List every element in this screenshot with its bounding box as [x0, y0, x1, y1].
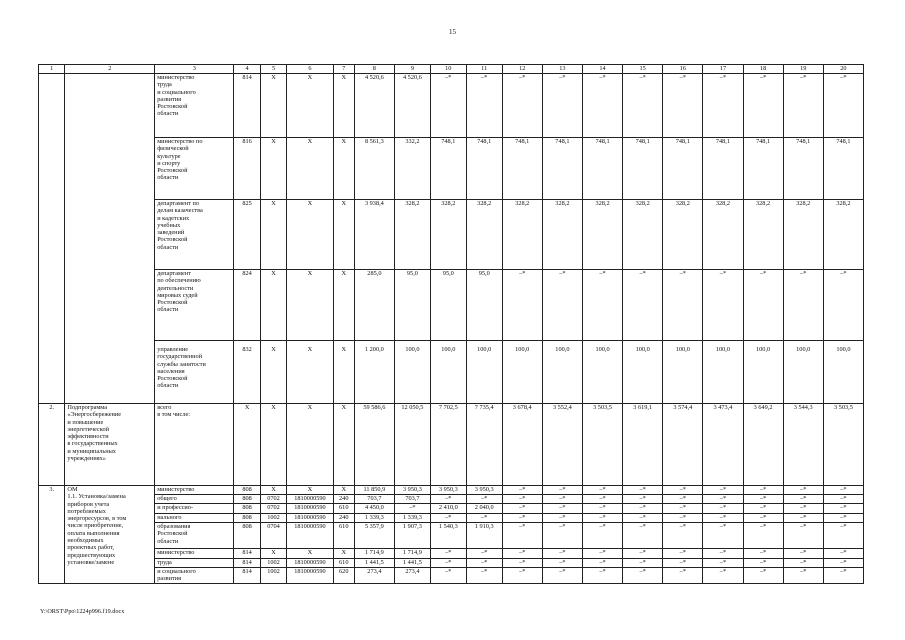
- header-cell: 11: [466, 65, 502, 74]
- header-cell: 8: [354, 65, 394, 74]
- value-cell: Х: [333, 549, 354, 559]
- table-row: [39, 549, 864, 559]
- value-cell: 100,0: [502, 341, 542, 404]
- value-cell: –*: [703, 559, 743, 568]
- value-cell: 100,0: [430, 341, 466, 404]
- value-cell: –*: [502, 549, 542, 559]
- value-cell: 814: [234, 559, 260, 568]
- page-number: 15: [449, 28, 456, 36]
- value-cell: 328,2: [582, 200, 622, 270]
- value-cell: 832: [234, 341, 260, 404]
- value-cell: 814: [234, 74, 260, 138]
- value-cell: 273,4: [394, 568, 430, 584]
- value-cell: –*: [663, 495, 703, 504]
- value-cell: 3 544,3: [783, 404, 823, 486]
- value-cell: 610: [333, 504, 354, 514]
- value-cell: 328,2: [394, 200, 430, 270]
- value-cell: –*: [542, 74, 582, 138]
- value-cell: 0702: [260, 495, 286, 504]
- value-cell: –*: [743, 74, 783, 138]
- header-cell: 2: [65, 65, 155, 74]
- value-cell: –*: [823, 559, 863, 568]
- value-cell: 824: [234, 270, 260, 341]
- value-cell: –*: [430, 568, 466, 584]
- executor-cell: департамент по обеспечению деятельности мировых судей Ростовской области: [155, 270, 234, 341]
- value-cell: –*: [703, 74, 743, 138]
- value-cell: –*: [743, 523, 783, 549]
- table-row: [39, 559, 864, 568]
- table-row: [39, 200, 864, 270]
- value-cell: 3 649,2: [743, 404, 783, 486]
- value-cell: –*: [663, 568, 703, 584]
- value-cell: –*: [623, 504, 663, 514]
- header-cell: 9: [394, 65, 430, 74]
- value-cell: –*: [623, 486, 663, 495]
- value-cell: 1 714,9: [394, 549, 430, 559]
- value-cell: –*: [582, 568, 622, 584]
- value-cell: –*: [783, 74, 823, 138]
- value-cell: 1 339,3: [394, 514, 430, 523]
- value-cell: 1 200,0: [354, 341, 394, 404]
- program-name: [65, 74, 155, 404]
- executor-cell: всего в том числе:: [155, 404, 234, 486]
- value-cell: 328,2: [783, 200, 823, 270]
- value-cell: 1 907,3: [394, 523, 430, 549]
- value-cell: –*: [430, 74, 466, 138]
- value-cell: –*: [783, 523, 823, 549]
- row-number: 2.: [39, 404, 65, 486]
- value-cell: Х: [287, 138, 333, 200]
- value-cell: 3 950,3: [466, 486, 502, 495]
- value-cell: –*: [703, 514, 743, 523]
- value-cell: 100,0: [623, 341, 663, 404]
- value-cell: 748,1: [502, 138, 542, 200]
- value-cell: Х: [260, 74, 286, 138]
- value-cell: 328,2: [743, 200, 783, 270]
- value-cell: 1 714,9: [354, 549, 394, 559]
- value-cell: –*: [466, 74, 502, 138]
- executor-cell: образования Ростовской области: [155, 523, 234, 549]
- value-cell: –*: [823, 486, 863, 495]
- value-cell: 703,7: [354, 495, 394, 504]
- value-cell: 8 561,3: [354, 138, 394, 200]
- value-cell: Х: [287, 270, 333, 341]
- value-cell: Х: [260, 486, 286, 495]
- header-cell: 15: [623, 65, 663, 74]
- table-row: [39, 495, 864, 504]
- value-cell: –*: [542, 486, 582, 495]
- value-cell: –*: [703, 270, 743, 341]
- value-cell: –*: [663, 504, 703, 514]
- value-cell: –*: [703, 504, 743, 514]
- value-cell: 328,2: [663, 200, 703, 270]
- header-cell: 5: [260, 65, 286, 74]
- table-row: [39, 514, 864, 523]
- value-cell: –*: [743, 504, 783, 514]
- value-cell: 328,2: [502, 200, 542, 270]
- value-cell: 3 938,4: [354, 200, 394, 270]
- value-cell: –*: [703, 486, 743, 495]
- executor-cell: общего: [155, 495, 234, 504]
- value-cell: –*: [582, 504, 622, 514]
- value-cell: Х: [260, 404, 286, 486]
- value-cell: 5 357,9: [354, 523, 394, 549]
- value-cell: –*: [743, 549, 783, 559]
- value-cell: Х: [287, 549, 333, 559]
- value-cell: 1002: [260, 568, 286, 584]
- value-cell: –*: [623, 523, 663, 549]
- value-cell: 11 850,9: [354, 486, 394, 495]
- value-cell: 1 441,5: [354, 559, 394, 568]
- value-cell: 12 050,5: [394, 404, 430, 486]
- value-cell: –*: [663, 486, 703, 495]
- value-cell: 3 950,3: [394, 486, 430, 495]
- value-cell: 332,2: [394, 138, 430, 200]
- value-cell: 100,0: [703, 341, 743, 404]
- value-cell: 748,1: [743, 138, 783, 200]
- value-cell: –*: [823, 504, 863, 514]
- value-cell: 285,0: [354, 270, 394, 341]
- value-cell: 748,1: [703, 138, 743, 200]
- value-cell: 748,1: [623, 138, 663, 200]
- value-cell: Х: [287, 486, 333, 495]
- value-cell: 2 410,0: [430, 504, 466, 514]
- header-cell: 1: [39, 65, 65, 74]
- table-body: [39, 65, 864, 584]
- table-row: [39, 568, 864, 584]
- value-cell: 814: [234, 568, 260, 584]
- value-cell: –*: [623, 549, 663, 559]
- header-cell: 4: [234, 65, 260, 74]
- header-row: [39, 65, 864, 74]
- value-cell: 610: [333, 523, 354, 549]
- value-cell: Х: [333, 270, 354, 341]
- program-name: ОМ 1.1. Установка/замена приборов учета потребляемых энергоресурсов, в том числе приобретение, оплата выполнения необходимых проектных работ, предшествующих установке/замене: [65, 486, 155, 584]
- value-cell: 1002: [260, 559, 286, 568]
- value-cell: –*: [663, 549, 703, 559]
- value-cell: –*: [582, 270, 622, 341]
- value-cell: –*: [466, 559, 502, 568]
- value-cell: –*: [542, 504, 582, 514]
- header-cell: 18: [743, 65, 783, 74]
- value-cell: –*: [502, 559, 542, 568]
- row-number: 3.: [39, 486, 65, 584]
- header-cell: 10: [430, 65, 466, 74]
- value-cell: –*: [582, 514, 622, 523]
- header-cell: 12: [502, 65, 542, 74]
- value-cell: –*: [623, 74, 663, 138]
- value-cell: 1810000590: [287, 514, 333, 523]
- value-cell: 748,1: [783, 138, 823, 200]
- value-cell: Х: [287, 341, 333, 404]
- header-cell: 6: [287, 65, 333, 74]
- value-cell: 100,0: [663, 341, 703, 404]
- value-cell: –*: [823, 270, 863, 341]
- value-cell: –*: [502, 514, 542, 523]
- value-cell: Х: [333, 341, 354, 404]
- value-cell: 7 702,5: [430, 404, 466, 486]
- value-cell: –*: [783, 549, 823, 559]
- value-cell: 620: [333, 568, 354, 584]
- value-cell: 7 735,4: [466, 404, 502, 486]
- value-cell: –*: [430, 549, 466, 559]
- executor-cell: министерство труда и социального развития Ростовской области: [155, 74, 234, 138]
- program-name: Подпрограмма «Энергосбережение и повышение энергетической эффективности в государственных и муниципальных учреждениях»: [65, 404, 155, 486]
- value-cell: 1 540,3: [430, 523, 466, 549]
- value-cell: 4 520,6: [354, 74, 394, 138]
- value-cell: 748,1: [823, 138, 863, 200]
- file-path: Y:\ORST\Ppo\1224p996.f19.docx: [40, 608, 125, 615]
- value-cell: –*: [502, 74, 542, 138]
- value-cell: 328,2: [823, 200, 863, 270]
- value-cell: –*: [823, 523, 863, 549]
- value-cell: 3 503,5: [582, 404, 622, 486]
- program-table: [38, 64, 864, 584]
- value-cell: 100,0: [783, 341, 823, 404]
- table-row: [39, 486, 864, 495]
- value-cell: –*: [743, 486, 783, 495]
- header-cell: 16: [663, 65, 703, 74]
- value-cell: –*: [783, 559, 823, 568]
- executor-cell: департамент по делам казачества и кадетских учебных заведений Ростовской области: [155, 200, 234, 270]
- value-cell: 100,0: [394, 341, 430, 404]
- value-cell: –*: [542, 270, 582, 341]
- value-cell: 808: [234, 486, 260, 495]
- header-cell: 19: [783, 65, 823, 74]
- value-cell: –*: [663, 559, 703, 568]
- value-cell: –*: [502, 568, 542, 584]
- value-cell: 240: [333, 514, 354, 523]
- value-cell: 825: [234, 200, 260, 270]
- value-cell: 748,1: [663, 138, 703, 200]
- value-cell: Х: [260, 270, 286, 341]
- value-cell: –*: [743, 514, 783, 523]
- value-cell: 3 950,3: [430, 486, 466, 495]
- value-cell: 273,4: [354, 568, 394, 584]
- header-cell: 3: [155, 65, 234, 74]
- value-cell: –*: [466, 549, 502, 559]
- value-cell: –*: [823, 495, 863, 504]
- value-cell: 0702: [260, 504, 286, 514]
- value-cell: 4 520,6: [394, 74, 430, 138]
- value-cell: 610: [333, 559, 354, 568]
- value-cell: –*: [823, 514, 863, 523]
- value-cell: 1810000590: [287, 504, 333, 514]
- value-cell: –*: [542, 523, 582, 549]
- value-cell: –*: [542, 568, 582, 584]
- value-cell: –*: [582, 559, 622, 568]
- value-cell: 816: [234, 138, 260, 200]
- value-cell: 3 619,1: [623, 404, 663, 486]
- value-cell: –*: [783, 504, 823, 514]
- value-cell: –*: [743, 495, 783, 504]
- value-cell: –*: [466, 568, 502, 584]
- table-row: [39, 523, 864, 549]
- table-row: [39, 138, 864, 200]
- value-cell: 328,2: [623, 200, 663, 270]
- value-cell: 1 910,3: [466, 523, 502, 549]
- value-cell: –*: [743, 270, 783, 341]
- value-cell: –*: [663, 74, 703, 138]
- value-cell: –*: [783, 486, 823, 495]
- value-cell: –*: [502, 270, 542, 341]
- value-cell: 3 552,4: [542, 404, 582, 486]
- value-cell: –*: [582, 549, 622, 559]
- table-row: [39, 341, 864, 404]
- value-cell: –*: [783, 514, 823, 523]
- executor-cell: и социального развития: [155, 568, 234, 584]
- value-cell: 1810000590: [287, 568, 333, 584]
- value-cell: –*: [663, 514, 703, 523]
- value-cell: 328,2: [466, 200, 502, 270]
- executor-cell: и профессио-: [155, 504, 234, 514]
- value-cell: –*: [542, 559, 582, 568]
- value-cell: 748,1: [430, 138, 466, 200]
- value-cell: –*: [582, 74, 622, 138]
- value-cell: 328,2: [703, 200, 743, 270]
- value-cell: 748,1: [582, 138, 622, 200]
- value-cell: –*: [623, 559, 663, 568]
- value-cell: Х: [260, 549, 286, 559]
- value-cell: 1810000590: [287, 559, 333, 568]
- value-cell: –*: [466, 514, 502, 523]
- value-cell: –*: [743, 559, 783, 568]
- value-cell: –*: [542, 514, 582, 523]
- value-cell: –*: [823, 74, 863, 138]
- value-cell: 95,0: [430, 270, 466, 341]
- header-cell: 17: [703, 65, 743, 74]
- value-cell: Х: [333, 74, 354, 138]
- value-cell: –*: [430, 495, 466, 504]
- value-cell: –*: [394, 504, 430, 514]
- value-cell: 328,2: [430, 200, 466, 270]
- value-cell: 814: [234, 549, 260, 559]
- value-cell: 100,0: [743, 341, 783, 404]
- value-cell: –*: [623, 270, 663, 341]
- value-cell: Х: [333, 404, 354, 486]
- row-number: [39, 74, 65, 404]
- value-cell: 100,0: [823, 341, 863, 404]
- value-cell: Х: [333, 138, 354, 200]
- value-cell: Х: [287, 404, 333, 486]
- value-cell: 1 441,5: [394, 559, 430, 568]
- value-cell: Х: [287, 200, 333, 270]
- value-cell: 808: [234, 514, 260, 523]
- value-cell: –*: [542, 495, 582, 504]
- value-cell: 703,7: [394, 495, 430, 504]
- value-cell: 95,0: [394, 270, 430, 341]
- value-cell: –*: [623, 495, 663, 504]
- table-row: [39, 74, 864, 138]
- table-row: [39, 404, 864, 486]
- table-row: [39, 270, 864, 341]
- value-cell: 808: [234, 495, 260, 504]
- value-cell: 0704: [260, 523, 286, 549]
- value-cell: –*: [703, 523, 743, 549]
- value-cell: –*: [823, 568, 863, 584]
- value-cell: 3 678,4: [502, 404, 542, 486]
- value-cell: 1 339,3: [354, 514, 394, 523]
- executor-cell: управление государственной службы занятости населения Ростовской области: [155, 341, 234, 404]
- value-cell: –*: [703, 495, 743, 504]
- value-cell: 2 040,0: [466, 504, 502, 514]
- value-cell: 1002: [260, 514, 286, 523]
- value-cell: Х: [260, 138, 286, 200]
- value-cell: –*: [502, 486, 542, 495]
- value-cell: –*: [502, 495, 542, 504]
- value-cell: Х: [260, 341, 286, 404]
- value-cell: 240: [333, 495, 354, 504]
- value-cell: 100,0: [582, 341, 622, 404]
- executor-cell: министерство: [155, 486, 234, 495]
- value-cell: –*: [582, 486, 622, 495]
- value-cell: –*: [783, 495, 823, 504]
- value-cell: Х: [333, 486, 354, 495]
- table-row: [39, 504, 864, 514]
- header-cell: 14: [582, 65, 622, 74]
- value-cell: 4 450,0: [354, 504, 394, 514]
- value-cell: –*: [703, 568, 743, 584]
- value-cell: –*: [466, 495, 502, 504]
- executor-cell: труда: [155, 559, 234, 568]
- value-cell: –*: [743, 568, 783, 584]
- value-cell: –*: [663, 270, 703, 341]
- value-cell: –*: [430, 559, 466, 568]
- value-cell: Х: [287, 74, 333, 138]
- value-cell: –*: [430, 514, 466, 523]
- header-cell: 13: [542, 65, 582, 74]
- value-cell: 1810000590: [287, 523, 333, 549]
- value-cell: 748,1: [542, 138, 582, 200]
- value-cell: 95,0: [466, 270, 502, 341]
- value-cell: 328,2: [542, 200, 582, 270]
- value-cell: 808: [234, 523, 260, 549]
- executor-cell: нального: [155, 514, 234, 523]
- value-cell: –*: [703, 549, 743, 559]
- value-cell: 100,0: [542, 341, 582, 404]
- value-cell: –*: [663, 523, 703, 549]
- value-cell: –*: [542, 549, 582, 559]
- value-cell: 3 574,4: [663, 404, 703, 486]
- value-cell: Х: [333, 200, 354, 270]
- value-cell: 3 503,5: [823, 404, 863, 486]
- value-cell: –*: [502, 504, 542, 514]
- value-cell: Х: [260, 200, 286, 270]
- value-cell: 748,1: [466, 138, 502, 200]
- executor-cell: министерство: [155, 549, 234, 559]
- header-cell: 7: [333, 65, 354, 74]
- value-cell: 1810000590: [287, 495, 333, 504]
- value-cell: –*: [502, 523, 542, 549]
- value-cell: 808: [234, 504, 260, 514]
- value-cell: –*: [582, 495, 622, 504]
- value-cell: –*: [582, 523, 622, 549]
- executor-cell: министерство по физической культуре и спорту Ростовской области: [155, 138, 234, 200]
- value-cell: 100,0: [466, 341, 502, 404]
- value-cell: –*: [623, 568, 663, 584]
- value-cell: –*: [823, 549, 863, 559]
- value-cell: 59 586,6: [354, 404, 394, 486]
- value-cell: –*: [783, 568, 823, 584]
- value-cell: –*: [783, 270, 823, 341]
- value-cell: –*: [623, 514, 663, 523]
- value-cell: 3 473,4: [703, 404, 743, 486]
- header-cell: 20: [823, 65, 863, 74]
- value-cell: Х: [234, 404, 260, 486]
